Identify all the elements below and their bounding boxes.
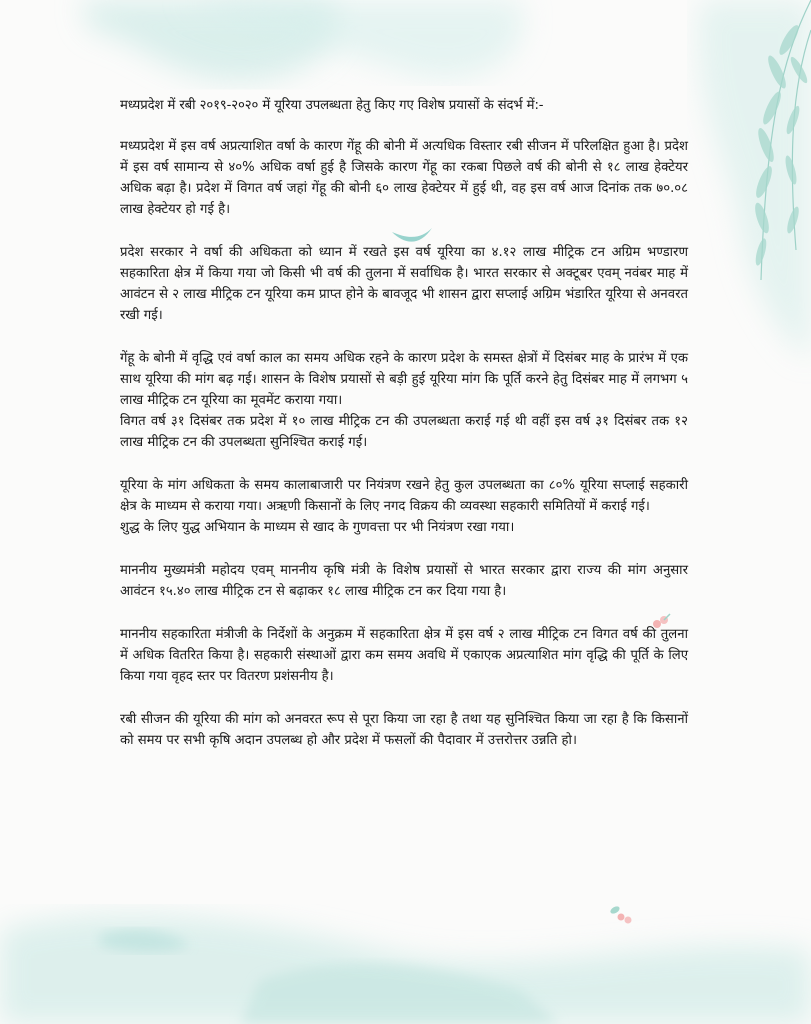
paragraph-text: माननीय सहकारिता मंत्रीजी के निर्देशों के अनुक्रम में सहकारिता क्षेत्र में इस वर्ष २ लाख मीट्रिक टन विगत वर्ष की तुलना में अधिक वितरित किया है। सहकारी संस्थाओं द्वारा कम समय अवधि में एकाएक अप्रत्याशित मांग वृद्धि की पूर्ति के लिए किया गया वृहद स्तर पर वितरण प्रशंसनीय है। bbox=[120, 627, 688, 684]
paragraph-text: यूरिया के मांग अधिकता के समय कालाबाजारी पर नियंत्रण रखने हेतु कुल उपलब्धता का ८०% यूरिया सप्लाई सहकारी क्षेत्र के माध्यम से कराया गया। अऋणी किसानों के लिए नगद विक्रय की व्यवस्था सहकारी समितियों में कराई गई। bbox=[120, 478, 688, 514]
paragraph-text: विगत वर्ष ३१ दिसंबर तक प्रदेश में १० लाख मीट्रिक टन की उपलब्धता कराई गई थी वहीं इस वर्ष ३१ दिसंबर तक १२ लाख मीट्रिक टन की उपलब्धता सुनिश्चित कराई गई। bbox=[120, 414, 688, 450]
paragraph-text: मध्यप्रदेश में इस वर्ष अप्रत्याशित वर्षा के कारण गेंहू की बोनी में अत्यधिक विस्तार रबी सीजन में परिलक्षित हुआ है। प्रदेश में इस वर्ष सामान्य से ४०% अधिक वर्षा हुई है जिसके कारण गेंहू का रकबा पिछले वर्ष की बोनी से १८ लाख हेक्टेयर अधिक बढ़ा है। प्रदेश में विगत वर्ष जहां गेंहू की बोनी ६० लाख हेक्टेयर में हुई थी, वह इस वर्ष आज दिनांक तक ७०.०८ लाख हेक्टेयर हो गई है। bbox=[120, 139, 688, 217]
paragraph-black-market-control bbox=[120, 475, 688, 538]
paragraph-demand-increase bbox=[120, 348, 688, 453]
paragraph-cooperative-distribution bbox=[120, 624, 688, 687]
paragraph-text: प्रदेश सरकार ने वर्षा की अधिकता को ध्यान में रखते इस वर्ष यूरिया का ४.१२ लाख मीट्रिक टन अग्रिम भण्डारण सहकारिता क्षेत्र में किया गया जो किसी भी वर्ष की तुलना में सर्वाधिक है। भारत सरकार से अक्टूबर एवम् नवंबर माह में आवंटन से २ लाख मीट्रिक टन यूरिया कम प्राप्त होने के बावजूद भी शासन द्वारा सप्लाई अग्रिम भंडारित यूरिया से अनवरत रखी गई। bbox=[120, 245, 688, 323]
paragraph-text: गेंहू के बोनी में वृद्धि एवं वर्षा काल का समय अधिक रहने के कारण प्रदेश के समस्त क्षेत्रों में दिसंबर माह के प्रारंभ में एक साथ यूरिया की मांग बढ़ गई। शासन के विशेष प्रयासों से बड़ी हुई यूरिया मांग कि पूर्ति करने हेतु दिसंबर माह में लगभग ५ लाख मीट्रिक टन यूरिया का मूवमेंट कराया गया। bbox=[120, 351, 688, 408]
paragraph-text: माननीय मुख्यमंत्री महोदय एवम् माननीय कृषि मंत्री के विशेष प्रयासों से भारत सरकार द्वारा राज्य की मांग अनुसार आवंटन १५.४० लाख मीट्रिक टन से बढ़ाकर १८ लाख मीट्रिक टन कर दिया गया है। bbox=[120, 563, 688, 599]
berry-leaf-decoration-icon bbox=[606, 902, 636, 928]
leaf-branch-decoration bbox=[671, 0, 811, 290]
paragraph-text: शुद्ध के लिए युद्ध अभियान के माध्यम से खाद के गुणवत्ता पर भी नियंत्रण रखा गया। bbox=[120, 520, 515, 535]
paragraph-text: रबी सीजन की यूरिया की मांग को अनवरत रूप से पूरा किया जा रहा है तथा यह सुनिश्चित किया जा रहा है कि किसानों को समय पर सभी कृषि अदान उपलब्ध हो और प्रदेश में फसलों की पैदावार में उत्तरोत्तर उन्नति हो। bbox=[120, 712, 688, 748]
paragraph-wheat-sowing bbox=[120, 136, 688, 220]
document-body bbox=[120, 95, 688, 773]
paragraph-advance-storage bbox=[120, 242, 688, 326]
paragraph-conclusion bbox=[120, 709, 688, 751]
document-heading: मध्यप्रदेश में रबी २०१९-२०२० में यूरिया उपलब्धता हेतु किए गए विशेष प्रयासों के संदर्भ में:- bbox=[120, 98, 544, 113]
paragraph-allocation-increase bbox=[120, 560, 688, 602]
